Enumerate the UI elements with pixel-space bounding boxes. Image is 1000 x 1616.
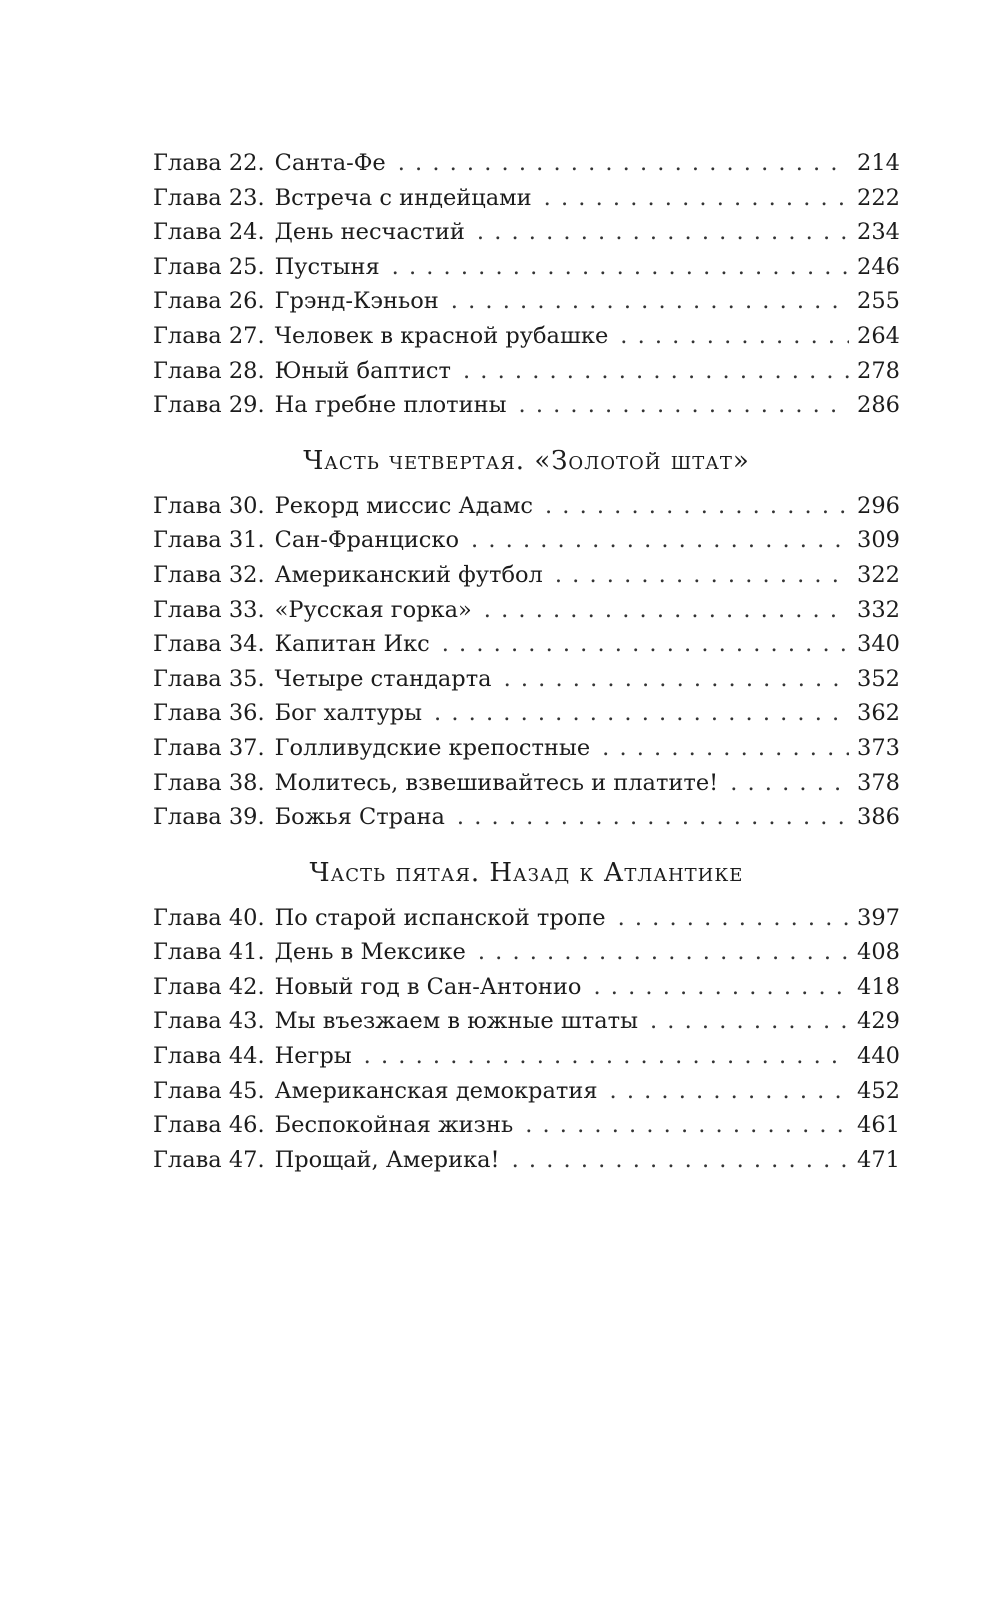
dot-leader: [398, 146, 849, 181]
chapter-number: Глава 25.: [153, 253, 265, 280]
chapter-number: Глава 37.: [153, 734, 265, 761]
toc-entry[interactable]: [153, 662, 900, 697]
chapter-title: Негры: [274, 1043, 352, 1070]
dot-leader: [484, 593, 849, 628]
chapter-title: Молитесь, взвешивайтесь и платите!: [274, 769, 719, 796]
toc-entry[interactable]: [153, 1108, 900, 1143]
page-number: 309: [857, 527, 900, 554]
dot-leader: [519, 388, 850, 423]
dot-leader: [730, 766, 849, 801]
dot-leader: [650, 1004, 849, 1039]
dot-leader: [451, 284, 849, 319]
page-number: 332: [857, 596, 900, 623]
chapter-title: Американский футбол: [274, 561, 543, 588]
page-number: 418: [857, 973, 900, 1000]
page-number: 461: [857, 1112, 900, 1139]
chapter-title: Прощай, Америка!: [274, 1146, 500, 1173]
chapter-number: Глава 30.: [153, 492, 265, 519]
chapter-number: Глава 35.: [153, 665, 265, 692]
chapter-number: Глава 34.: [153, 631, 265, 658]
chapter-number: Глава 32.: [153, 561, 265, 588]
toc-entry[interactable]: [153, 558, 900, 593]
chapter-title: Бог халтуры: [274, 700, 423, 727]
toc-entry[interactable]: [153, 354, 900, 389]
dot-leader: [478, 935, 849, 970]
chapter-title: Встреча с индейцами: [274, 184, 532, 211]
dot-leader: [457, 800, 849, 835]
dot-leader: [364, 1039, 849, 1074]
page-number: 322: [857, 561, 900, 588]
chapter-title: Санта-Фе: [274, 150, 386, 176]
toc-entry[interactable]: [153, 800, 900, 835]
page-number: 246: [857, 253, 900, 280]
page-number: 234: [857, 219, 900, 246]
toc-entry[interactable]: [153, 489, 900, 524]
chapter-number: Глава 42.: [153, 973, 265, 1000]
chapter-title: Беспокойная жизнь: [274, 1112, 514, 1139]
chapter-title: Капитан Икс: [274, 631, 430, 658]
page-number: 352: [857, 665, 900, 692]
page-number: 386: [857, 804, 900, 831]
page-number: 378: [857, 769, 900, 796]
page-number: 452: [857, 1077, 900, 1104]
toc-entry[interactable]: [153, 935, 900, 970]
dot-leader: [620, 319, 849, 354]
chapter-number: Глава 43.: [153, 1008, 265, 1035]
chapter-number: Глава 41.: [153, 939, 265, 966]
chapter-number: Глава 44.: [153, 1043, 265, 1070]
dot-leader: [602, 731, 849, 766]
chapter-title: Пустыня: [274, 253, 380, 280]
page-number: 471: [857, 1146, 900, 1173]
chapter-title: Юный баптист: [274, 357, 451, 384]
page-number: 362: [857, 700, 900, 727]
toc-entry[interactable]: [153, 731, 900, 766]
dot-leader: [442, 627, 849, 662]
chapter-number: Глава 31.: [153, 527, 265, 554]
page-number: 214: [857, 150, 900, 176]
chapter-title: Божья Страна: [274, 804, 445, 831]
toc-entry[interactable]: [153, 696, 900, 731]
dot-leader: [544, 181, 849, 216]
toc-sections: [153, 146, 900, 1177]
toc-entry[interactable]: [153, 766, 900, 801]
chapter-title: Четыре стандарта: [274, 665, 492, 692]
page-number: 408: [857, 939, 900, 966]
section-title: Часть четвертая. «Золотой штат»: [303, 445, 750, 476]
dot-leader: [477, 215, 849, 250]
chapter-number: Глава 22.: [153, 150, 265, 176]
toc-section: [153, 443, 900, 835]
chapter-number: Глава 26.: [153, 288, 265, 315]
chapter-number: Глава 40.: [153, 904, 265, 931]
dot-leader: [463, 354, 849, 389]
dot-leader: [618, 901, 849, 936]
dot-leader: [434, 696, 849, 731]
page-number: 373: [857, 734, 900, 761]
dot-leader: [593, 970, 849, 1005]
chapter-number: Глава 45.: [153, 1077, 265, 1104]
chapter-number: Глава 23.: [153, 184, 265, 211]
chapter-number: Глава 38.: [153, 769, 265, 796]
dot-leader: [545, 489, 849, 524]
page-number: 397: [857, 904, 900, 931]
chapter-number: Глава 36.: [153, 700, 265, 727]
chapter-number: Глава 24.: [153, 219, 265, 246]
chapter-title: Голливудские крепостные: [274, 734, 591, 761]
toc-entry[interactable]: [153, 1074, 900, 1109]
toc-entry[interactable]: [153, 146, 900, 181]
page-number: 429: [857, 1008, 900, 1035]
page-number: 264: [857, 322, 900, 349]
toc-entry[interactable]: [153, 593, 900, 628]
page-number: 340: [857, 631, 900, 658]
chapter-title: «Русская горка»: [274, 596, 472, 623]
toc-entry[interactable]: [153, 1004, 900, 1039]
toc-entry[interactable]: [153, 523, 900, 558]
chapter-number: Глава 28.: [153, 357, 265, 384]
page-number: 222: [857, 184, 900, 211]
table-of-contents: [153, 146, 900, 1177]
toc-entry[interactable]: [153, 1143, 900, 1178]
page-number: 255: [857, 288, 900, 315]
toc-entry[interactable]: [153, 627, 900, 662]
chapter-title: На гребне плотины: [274, 392, 507, 419]
chapter-number: Глава 47.: [153, 1146, 265, 1173]
page-number: 286: [857, 392, 900, 419]
chapter-title: По старой испанской тропе: [274, 904, 606, 931]
toc-entry[interactable]: [153, 284, 900, 319]
dot-leader: [555, 558, 849, 593]
page-number: 296: [857, 492, 900, 519]
dot-leader: [392, 250, 849, 285]
dot-leader: [504, 662, 849, 697]
toc-entry[interactable]: [153, 1039, 900, 1074]
chapter-title: Человек в красной рубашке: [274, 322, 609, 349]
dot-leader: [610, 1074, 850, 1109]
chapter-number: Глава 27.: [153, 322, 265, 349]
chapter-title: Новый год в Сан-Антонио: [274, 973, 582, 1000]
chapter-title: День в Мексике: [274, 939, 466, 966]
dot-leader: [525, 1108, 849, 1143]
toc-entry[interactable]: [153, 901, 900, 936]
toc-entry[interactable]: [153, 970, 900, 1005]
toc-entry[interactable]: [153, 181, 900, 216]
chapter-number: Глава 29.: [153, 392, 265, 419]
chapter-title: Сан-Франциско: [274, 527, 460, 554]
chapter-title: День несчастий: [274, 219, 465, 246]
toc-entry[interactable]: [153, 319, 900, 354]
toc-entry[interactable]: [153, 250, 900, 285]
chapter-title: Американская демократия: [274, 1077, 598, 1104]
page-number: 440: [857, 1043, 900, 1070]
toc-section: [153, 146, 900, 423]
dot-leader: [512, 1143, 849, 1178]
toc-entry[interactable]: [153, 388, 900, 423]
section-title: Часть пятая. Назад к Атлантике: [309, 857, 744, 888]
chapter-number: Глава 33.: [153, 596, 265, 623]
chapter-number: Глава 39.: [153, 804, 265, 831]
chapter-title: Рекорд миссис Адамс: [274, 492, 533, 519]
chapter-number: Глава 46.: [153, 1112, 265, 1139]
chapter-title: Мы въезжаем в южные штаты: [274, 1008, 638, 1035]
dot-leader: [471, 523, 849, 558]
chapter-title: Грэнд-Кэньон: [274, 288, 439, 315]
page-number: 278: [857, 357, 900, 384]
toc-section: [153, 855, 900, 1178]
toc-entry[interactable]: [153, 215, 900, 250]
